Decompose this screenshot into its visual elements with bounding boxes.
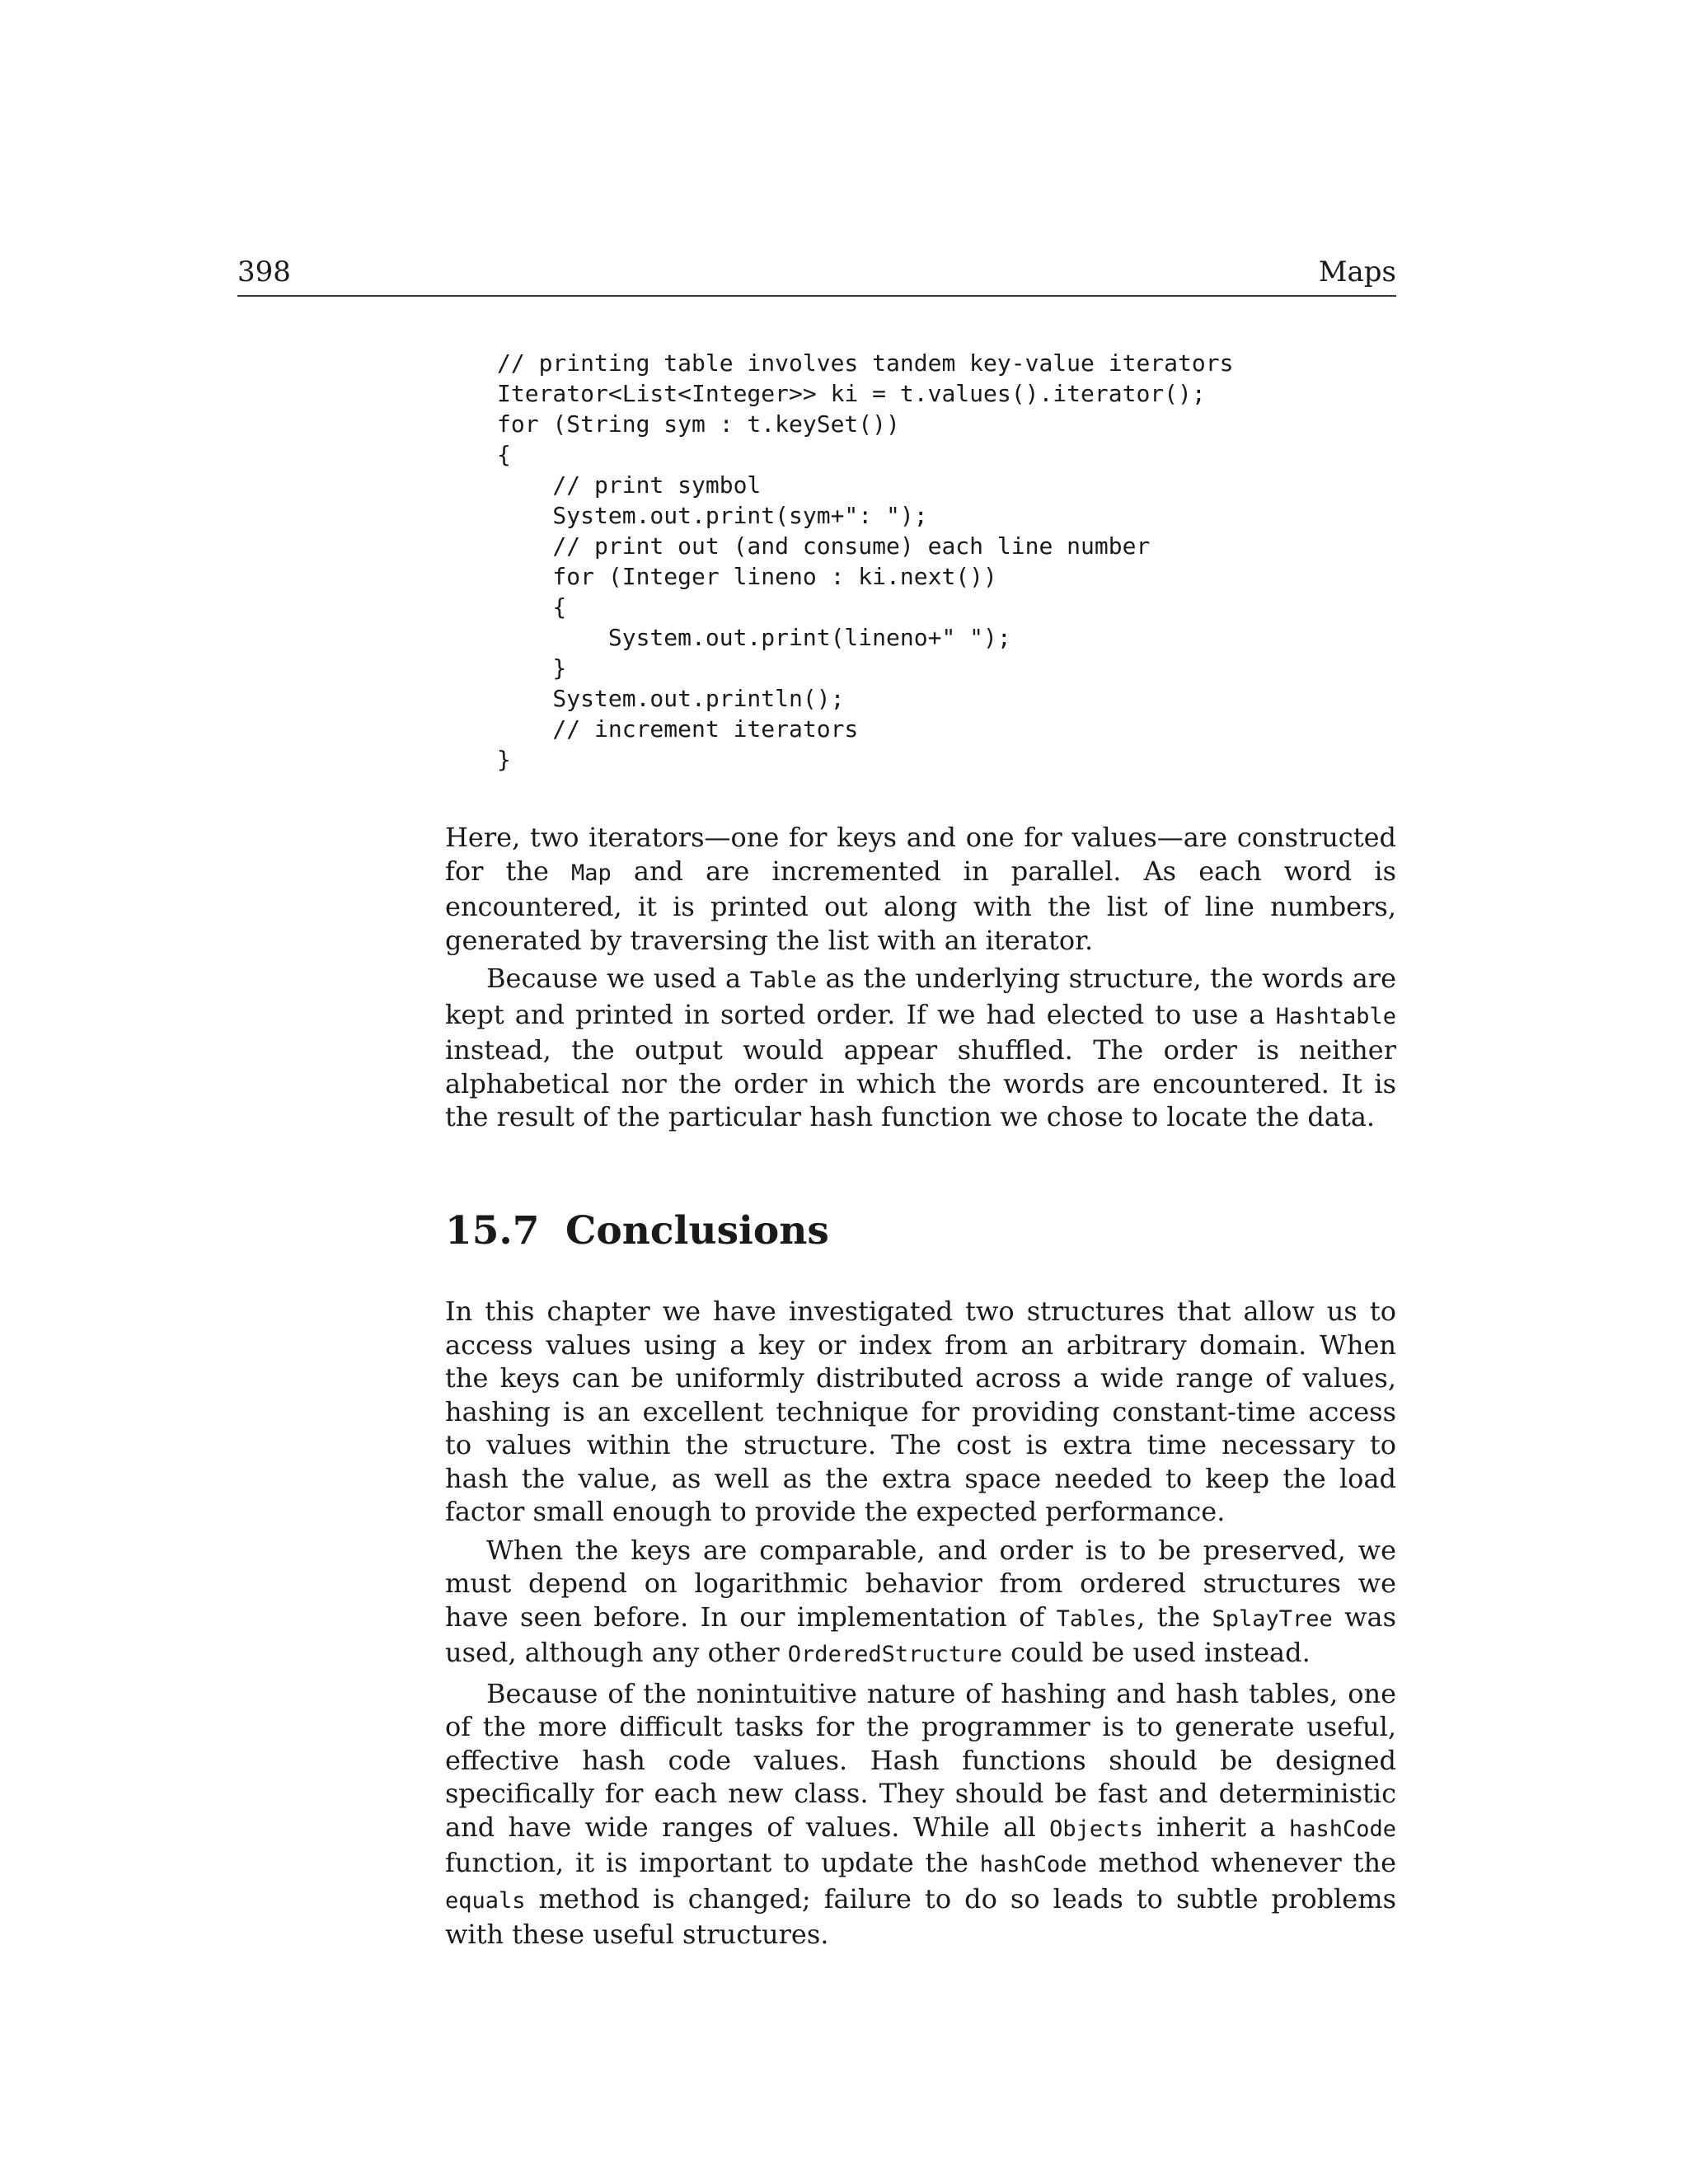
code-line: System.out.print(sym+": "); [497,502,928,529]
conclusions-paragraph-3 [445,1677,1396,1952]
text-run: Because of the nonintuitive nature of hashing and hash tables, one of the more difficult tasks for the programmer is to generate useful, effective hash code values. Hash functions should be designed specifically for each new class. They should be fast and deterministic and have wide ranges of values. While all [445,1677,1396,1843]
conclusions-paragraph-1: In this chapter we have investigated two structures that allow us to access values using a key or index from an arbitrary domain. When the keys can be uniformly distributed across a wide range of values, hashing is an excellent technique for providing constant-time access to values within the structure. The cost is extra time necessary to hash the value, as well as the extra space needed to keep the load factor small enough to provide the expected performance. [445,1296,1396,1527]
code-line: Iterator<List<Integer>> ki = t.values().iterator(); [497,380,1206,407]
code-line: // print symbol [497,471,762,499]
text-run: method is changed; failure to do so leads to subtle problems with these useful structures. [445,1882,1396,1950]
intro-paragraph-2 [445,962,1396,1134]
inline-code: Table [749,968,817,993]
text-run: inherit a [1142,1811,1289,1843]
text-run: When the keys are comparable, and order is to be preserved, we must depend on logarithmic behavior from ordered structures we have seen before. In our implementation of [445,1534,1396,1633]
code-line: for (String sym : t.keySet()) [497,410,900,438]
text-run: instead, the output would appear shuffled. The order is neither alphabetical nor the order in which the words are encountered. It is the result of the particular hash function we chose to locate the data. [445,1034,1396,1132]
conclusions-paragraph-2 [445,1534,1396,1672]
text-run: function, it is important to update the [445,1847,980,1878]
code-line: { [497,593,567,621]
text-run: method whenever the [1086,1847,1397,1878]
inline-code: hashCode [979,1852,1087,1877]
code-line: // print out (and consume) each line number [497,532,1151,560]
text-run: could be used instead. [1001,1637,1311,1668]
inline-code: Tables [1056,1605,1137,1632]
section-heading [445,1208,829,1254]
running-title: Maps [1318,255,1396,288]
code-line: // printing table involves tandem key-value iterators [497,349,1234,377]
text-run: and are incremented in parallel. As each word is encountered, it is printed out along with the list of line numbers, generated by traversing the list with an iterator. [445,855,1397,956]
code-line: System.out.print(lineno+" "); [497,624,1011,651]
page-number: 398 [237,255,291,288]
text-run: , the [1137,1601,1212,1633]
code-line: System.out.println(); [497,685,845,712]
text-run: was used, although any other [445,1601,1397,1668]
code-line: for (Integer lineno : ki.next()) [497,563,997,590]
code-line: { [497,441,511,468]
page-header [237,252,1396,297]
inline-code: Objects [1049,1816,1143,1842]
intro-text [445,821,1396,1139]
code-line: // increment iterators [497,715,859,743]
inline-code: equals [445,1887,526,1914]
text-run: Because we used a [486,963,750,994]
inline-code: Map [571,860,612,886]
inline-code: OrderedStructure [787,1642,1002,1667]
text-run: as the underlying structure, the words are kept and printed in sorted order. If we had elected to use a [445,963,1397,1030]
section-number: 15.7 [445,1208,540,1254]
code-line: } [497,654,567,682]
intro-paragraph-1 [445,821,1396,957]
inline-code: SplayTree [1212,1605,1333,1632]
text-run: Here, two iterators—one for keys and one for values—are constructed for the [445,822,1396,887]
code-line: } [497,746,511,773]
inline-code: Hashtable [1275,1003,1396,1029]
inline-code: hashCode [1288,1816,1397,1842]
code-listing [497,348,1233,775]
section-title: Conclusions [565,1208,829,1254]
conclusions-text [445,1295,1396,1957]
